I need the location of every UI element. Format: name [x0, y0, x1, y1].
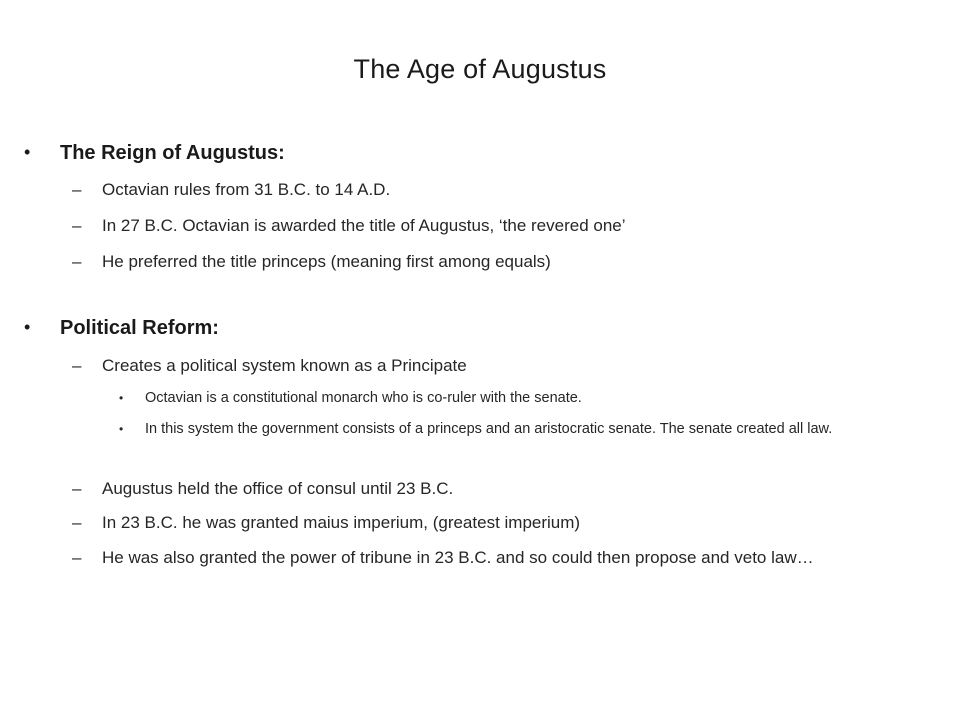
section-heading-text: Political Reform:: [60, 317, 219, 339]
list-item-text: In 27 B.C. Octavian is awarded the title of Augustus, ‘the revered one’: [102, 216, 626, 235]
list-item-text: Creates a political system known as a Principate: [102, 356, 467, 375]
list-item-text: He was also granted the power of tribune in 23 B.C. and so could then propose and veto law…: [102, 548, 814, 567]
list-item: [72, 213, 922, 239]
list-item: [72, 353, 922, 379]
bullet-icon: •: [119, 422, 124, 436]
section-heading-political-reform: [24, 317, 219, 340]
dash-icon: –: [72, 479, 82, 498]
list-item: [72, 177, 922, 203]
dash-icon: –: [72, 356, 82, 375]
dash-icon: –: [72, 252, 82, 271]
dash-icon: –: [72, 548, 82, 567]
list-item: [72, 545, 922, 571]
sub-list-item-text: Octavian is a constitutional monarch who is co-ruler with the senate.: [145, 390, 582, 406]
dash-icon: –: [72, 513, 82, 532]
list-item: [72, 249, 922, 275]
list-item-text: Augustus held the office of consul until 23 B.C.: [102, 479, 454, 498]
bullet-icon: •: [24, 142, 31, 162]
sub-list-item: [119, 418, 935, 440]
dash-icon: –: [72, 216, 82, 235]
list-item: [72, 476, 922, 502]
list-item: [72, 510, 922, 536]
list-item-text: Octavian rules from 31 B.C. to 14 A.D.: [102, 180, 391, 199]
section-heading-text: The Reign of Augustus:: [60, 142, 285, 164]
bullet-icon: •: [119, 391, 124, 405]
list-item-text: He preferred the title princeps (meaning first among equals): [102, 252, 551, 271]
sub-list-item-text: In this system the government consists of a princeps and an aristocratic senate. The senate created all law.: [145, 421, 833, 437]
list-item-text: In 23 B.C. he was granted maius imperium, (greatest imperium): [102, 513, 581, 532]
bullet-icon: •: [24, 317, 31, 337]
section-heading-reign: [24, 142, 285, 165]
dash-icon: –: [72, 180, 82, 199]
sub-list-item: [119, 387, 935, 409]
slide-title: The Age of Augustus: [353, 54, 607, 84]
